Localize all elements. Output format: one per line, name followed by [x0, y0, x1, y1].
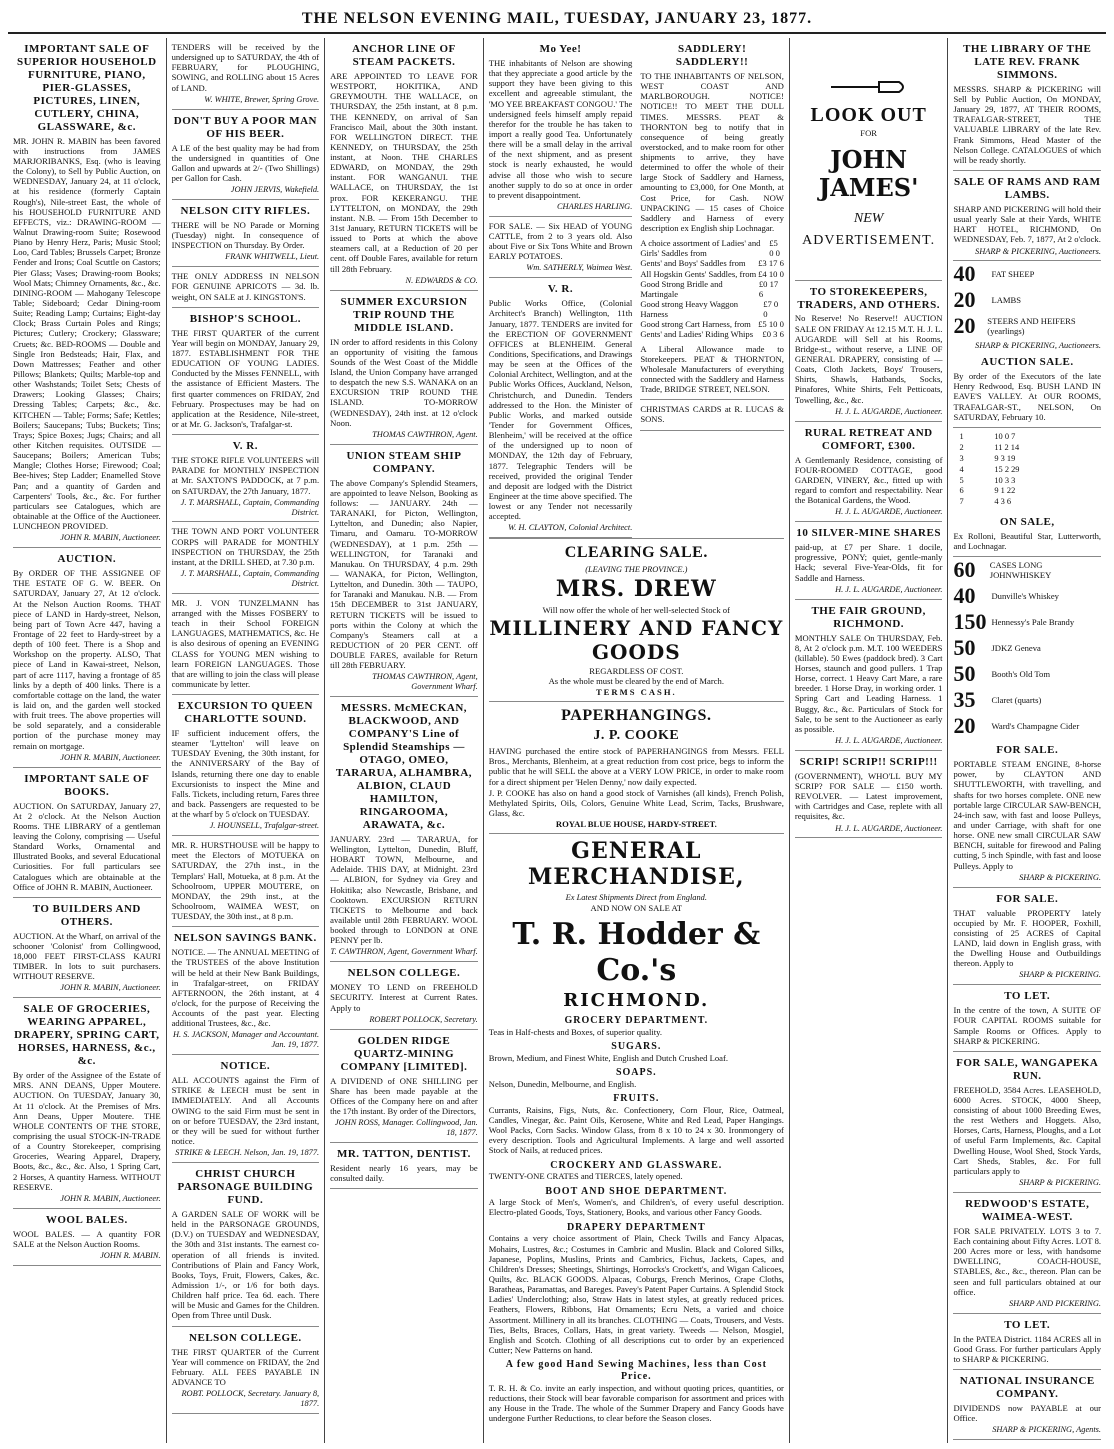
clearing-line: Will now offer the whole of her well-selected Stock of [542, 605, 730, 616]
column-6 [790, 38, 949, 1443]
ad-title: NOTICE. [220, 1060, 271, 1073]
quantity-label: JDKZ Geneva [991, 643, 1041, 654]
quantity-row [953, 661, 1101, 687]
clearing-sub: (LEAVING THE PROVINCE.) [585, 565, 688, 575]
general-town: RICHMOND. [563, 990, 710, 1012]
advertisement [172, 836, 320, 927]
ad-body: FOR SALE. — Six HEAD of YOUNG CATTLE, from 2 to 3 years old. Also about Five or Six Tons White and Brown EARLY POTATOES. [488, 220, 633, 262]
advertisement [489, 278, 633, 538]
ad-signature: JOHN ROSS, Manager. Collingwood, Jan. 18, 1877. [334, 1118, 478, 1137]
ad-body: By order of the Executors of the late Henry Redwood, Esq. BUSH LAND IN EAVE'S VALLEY. At OUR ROOMS, TRAFALGAR-ST., NELSON, On SATURDAY, February 10. [953, 371, 1102, 422]
ad-signature: J. T. MARSHALL, Captain, Commanding District. [180, 497, 320, 517]
lot-area: 11 2 14 [994, 442, 1020, 452]
lot-table [959, 432, 1095, 507]
advertisement [13, 38, 161, 548]
ad-title: TO STOREKEEPERS, TRADERS, AND OTHERS. [797, 285, 940, 311]
column-3 [325, 38, 484, 1443]
ad-body: The above Company's Splendid Steamers, are appointed to leave Nelson, Booking as follows: — JANUARY. 24th — TARANAKI, for Picton, Wellington, Lyttelton, and Dunedin; also Napier, Timaru, and Oamaru. TO-MORROW (WEDNESDAY), at 1 p.m. 25th — WELLINGTON, for Taranaki and Manukau. On THURSDAY, 4 p.m. 29th — WANAKA, for Picton, Wellington, Lyttelton, and Dunedin. 30th — TAUPO, for Taranaki and Manukau. N.B. — From 15th DECEMBER to 31st JANUARY, RETURN TICKETS will be issued to ports within the Colony at which the Company's Steamers call at a REDUCTION of 20 PER CENT. off DOUBLE FARES, available for Return till 28th FEBRUARY. [330, 477, 478, 671]
quantity-label: LAMBS [991, 295, 1022, 306]
price-item: All Hogskin Gents' Saddles, from [640, 268, 757, 279]
clearing-note: As the whole must be cleared by the end of March. [548, 676, 724, 687]
ad-signature: J. HOUNSELL, Trafalgar-street. [209, 821, 320, 831]
price-item: A choice assortment of Ladies' and Girls' Saddles from [640, 238, 761, 259]
general-title: GENERAL MERCHANDISE, [528, 838, 745, 891]
ad-title: AUCTION. [57, 553, 117, 566]
lot-number: 4 [959, 464, 964, 474]
ad-title: FOR SALE. [996, 744, 1059, 757]
ad-signature: JOHN R. MABIN, Auctioneer. [60, 1193, 161, 1203]
quantity-row [953, 287, 1101, 313]
ad-title: UNION STEAM SHIP COMPANY. [346, 449, 462, 475]
ad-signature: Wm. SATHERLY, Waimea West. [526, 263, 633, 273]
paperhangings-address: ROYAL BLUE HOUSE, HARDY-STREET. [555, 819, 717, 830]
saddlery-price-list [640, 238, 784, 339]
advertisement [795, 522, 943, 599]
price-value: £4 10 0 [758, 268, 784, 279]
ad-title: SALE OF RAMS AND RAM LAMBS. [953, 176, 1101, 201]
lot-area: 10 0 7 [994, 431, 1016, 441]
lot-number: 2 [959, 442, 964, 452]
ad-title: REDWOOD'S ESTATE, WAIMEA-WEST. [965, 1197, 1090, 1223]
ad-signature: H. J. L. AUGARDE, Auctioneer. [835, 584, 943, 594]
ad-signature: SHARP & PICKERING. [1019, 970, 1102, 980]
ad-title: EXCURSION TO QUEEN CHARLOTTE SOUND. [177, 700, 313, 726]
ad-signature: H. S. JACKSON, Manager and Accountant. Jan. 19, 1877. [172, 1030, 320, 1050]
advertisement [640, 38, 784, 238]
department-text: Teas in Half-chests and Boxes, of superior quality. [488, 1027, 663, 1038]
rams-list [953, 261, 1101, 339]
lot-area: 10 3 3 [994, 475, 1016, 485]
ad-body: TO THE INHABITANTS OF NELSON, WEST COAST AND MARLBOROUGH. NOTICE! NOTICE!! TO MEET THE DULL TIMES. MESSRS. PEAT & THORNTON beg to notify that in consequence of being greatly overstocked, and to make room for other shipments to arrive, they have determined to offer the whole of their large Stock of Saddlery and Harness, amounting to £3,000, for One Month, at Cost Price, for Cash. NOW UNPACKING — 15 cases of Choice Saddlery and Harness of every description ex English ship Lochnagar. [640, 70, 784, 234]
paperhangings-body2: J. P. COOKE has also on hand a good stock of Varnishes (all kinds), French Polish, Methylated Spirits, Oils, Colors, Genuine White Lead, Scrim, Tacks, Brushware, Glass, &c. [488, 787, 784, 818]
clearing-title: CLEARING SALE. [564, 544, 708, 562]
ad-body: THERE will be NO Parade or Morning (Tuesday) night. In consequence of INSPECTION on Thursday. By Order. [171, 219, 320, 251]
ad-body: AUCTION. On SATURDAY, January 27, At 2 o'clock. At the Nelson Auction Rooms. THE LIBRARY of a gentleman leaving the Colony, comprising — Useful Standard Works, Ornamental and Illustrated Books, and several Educational Curiosities. For full particulars see Catalogues which are obtainable at the Office of JOHN R. MABIN, Auctioneer. [13, 800, 161, 892]
ad-body: Ex Rolloni, Beautiful Star, Lutterworth, and Lochnagar. [953, 531, 1102, 552]
paperhangings-name: J. P. COOKE [593, 727, 680, 743]
ad-body: MR. JOHN R. MABIN has been favored with instructions from JAMES MARJORIBANKS, Esq. (who is leaving the Colony), to Sell by Public Auction, on WEDNESDAY, January 24, at 11 o'clock, at his residence (formerly Captain Rough's), Nile-street East, the whole of his HOUSEHOLD FURNITURE AND EFFECTS, viz.: DRAWING-ROOM — Walnut Drawing-room Suite; Rosewood Piano by Henry Herz, Paris; Music Stool; Loo, Card Tables; Brussels Carpet; Bronze Fender and Irons; Coal Scuttle on Castors; Pier Glass; Vases; Drawing-room Books; Wool Mats; Chimney Ornaments, &c., &c. DINING-ROOM — Mahogany Telescope Table; Sideboard; Cedar Dining-room Suite; Reading Lamp; Curtains; Eight-day Clock; Brass Curtain Poles and Rings; Pictures; Cutlery; Crockery; Glassware; Cruets; &c. BED-ROOMS — Double and Single Iron Bedsteads; Hair, Flax, and Down Mattresses; Feather and other Pillows; Blankets; Quilts; Marble-top and other Washstands; Toilet Sets; Chests of Drawers; Looking Glasses; Chairs; Dressing Tables; Carpets; &c., &c. KITCHEN — Table; Forms; Safe; Kettles; Boilers; Saucepans; Tubs; Buckets; Tins; Trays; Spice Boxes; Jugs; Chairs; and all other Kitchen requisites. OUTSIDE — Saucepans; Boilers; American Tubs; Mangle; Clothes Horse; Firewood; Coal; Bee-hives; Step Ladder; Enamelled Stove Pan; and a quantity of Garden and Carpenters' Tools, &c., &c. For further particulars see Catalogues, which are obtainable at the Office of the Auctioneer. LUNCHEON PROVIDED. [13, 135, 161, 532]
department-name: CROCKERY AND GLASSWARE. [550, 1159, 723, 1171]
advertisement [172, 522, 320, 593]
ad-signature: H. J. L. AUGARDE, Auctioneer. [835, 735, 943, 745]
ad-body: THE FIRST QUARTER of the Current Year will commence on FRIDAY, the 2nd February. ALL FEES PAYABLE IN ADVANCE TO [171, 1346, 320, 1387]
advertisement [489, 38, 633, 217]
ad-body: THE TOWN AND PORT VOLUNTEER CORPS will PARADE for MONTHLY INSPECTION on THURSDAY, the 25th instant, at the DRILL SHED, at 7.30 p.m. [171, 526, 320, 567]
advertisement [13, 898, 161, 999]
ad-title: DON'T BUY A POOR MAN OF HIS BEER. [173, 114, 317, 140]
department-name: BOOT AND SHOE DEPARTMENT. [545, 1185, 728, 1197]
price-row [640, 258, 784, 268]
quantity-row [953, 583, 1101, 609]
lot-number: 1 [959, 431, 964, 441]
ad-signature: ROBT. POLLOCK, Secretary. January 8, 1877. [181, 1389, 320, 1408]
price-row [640, 329, 784, 339]
general-sub: Ex Latest Shipments Direct from England. [565, 893, 707, 903]
ad-body: paid-up, at £7 per Share. 1 docile, progressive, PONY; quiet, gentle-manly Hack; several Five-Year-Olds, fit for Saddle and Harness. [794, 542, 943, 583]
quantity-row [953, 557, 1101, 583]
price-value: £3 17 6 [758, 258, 784, 269]
clearing-goods: MILLINERY AND FANCY GOODS [489, 616, 784, 664]
column-4-5 [484, 38, 790, 1443]
clearing-terms: TERMS CASH. [595, 686, 677, 697]
advertisement [172, 695, 320, 836]
advertisement [172, 267, 320, 307]
lot-area: 9 1 22 [994, 486, 1016, 496]
lookout-adv: ADVERTISEMENT. [802, 233, 936, 249]
advertisement [953, 1193, 1101, 1314]
column-7 [948, 38, 1106, 1443]
lookout-new: NEW [853, 210, 884, 226]
quantity-label: Booth's Old Tom [991, 669, 1051, 680]
ad-title: RURAL RETREAT AND COMFORT, £300. [804, 426, 933, 452]
ad-body: THE ONLY ADDRESS IN NELSON FOR GENUINE APRICOTS — 3d. lb. weight, ON SALE at J. KINGSTON'S. [171, 271, 320, 302]
quantity-number: 20 [953, 313, 976, 339]
advertisement [640, 340, 784, 401]
ad-body: MESSRS. SHARP & PICKERING will Sell by Public Auction, On MONDAY, January 29, 1877, AT THEIR ROOMS, TRAFALGAR-STREET, THE VALUABLE LIBRARY of the late Rev. Frank Simmons, Head Master of the Nelson College. CATALOGUES of which will be ready shortly. [953, 83, 1102, 165]
quantity-label: Dunville's Whiskey [991, 591, 1059, 602]
ad-body: THAT valuable PROPERTY lately occupied by Mr. F. HOOPER, Foxhill, consisting of 25 ACRES of Capital LAND, laid down in English grass, with the Dwelling House and Outbuildings thereon. Apply to [953, 907, 1102, 969]
department-text: Currants, Raisins, Figs, Nuts, &c. Confectionery, Corn Flour, Rice, Oatmeal, Candles, Vinegar, &c. Paint Oils, Kerosene, White and Red Lead, Paper Hangings. Wool Packs, Corn Sacks. Window Glass, from 8 x 10 to 24 x 30. Ironmongery of every description. Tools and Agricultural Implements. A large and well assorted Stock of Nails, at reduced prices. [488, 1104, 784, 1156]
ad-signature: H. J. L. AUGARDE, Auctioneer. [835, 823, 943, 833]
advertisement [795, 422, 943, 523]
ad-title: SADDLERY! SADDLERY!! [675, 43, 749, 68]
general-firm: T. R. Hodder & Co.'s [512, 917, 761, 988]
lot-area: 15 2 29 [994, 464, 1020, 474]
department-text: Brown, Medium, and Finest White, English and Dutch Crushed Loaf. [488, 1052, 728, 1063]
ad-title: BISHOP'S SCHOOL. [189, 312, 302, 325]
quantity-label: Hennessy's Pale Brandy [991, 617, 1075, 628]
price-row [640, 269, 784, 279]
quantity-number: 60 [953, 557, 976, 583]
ad-signature: SHARP & PICKERING, Auctioneers. [975, 246, 1102, 256]
lot-number: 7 [959, 497, 964, 507]
ad-signature: H. J. L. AUGARDE, Auctioneer. [835, 507, 943, 517]
advertisement [13, 548, 161, 767]
ad-title: GOLDEN RIDGE QUARTZ-MINING COMPANY [LIMITED]. [340, 1034, 468, 1073]
rams-signature: SHARP & PICKERING, Auctioneers. [975, 341, 1102, 351]
quantity-number: 40 [953, 583, 976, 609]
ad-title: TO LET. [1004, 990, 1051, 1003]
quantity-label: FAT SHEEP [991, 269, 1035, 280]
quantity-number: 50 [953, 661, 976, 687]
ad-body: THE STOKE RIFLE VOLUNTEERS will PARADE for MONTHLY INSPECTION at Mr. SAXTON'S PADDOCK, at 7 p.m. on SATURDAY, the 27th January, 1877. [171, 455, 320, 496]
ad-body: In the centre of the town, A SUITE OF FOUR CAPITAL ROOMS suitable for Sample Rooms or Offices. Apply to SHARP & PICKERING. [953, 1005, 1102, 1046]
advertisement [953, 351, 1101, 428]
department-text: Nelson, Dunedin, Melbourne, and English. [488, 1078, 637, 1089]
quantity-row [953, 261, 1101, 287]
price-item: Good Strong Bridle and Martingale [640, 278, 723, 299]
advertisement [795, 600, 943, 751]
quantity-number: 20 [953, 713, 976, 739]
advertisement [330, 1030, 478, 1143]
ad-title: TO LET. [1004, 1318, 1051, 1331]
price-value: £5 10 0 [758, 319, 784, 330]
advertisement [172, 435, 320, 522]
lot-area: 9 3 19 [994, 453, 1016, 463]
price-item: Good strong Heavy Waggon Harness [640, 299, 739, 320]
ad-body: JANUARY. 23rd — TARARUA, for Wellington, Lyttelton, Dunedin, Bluff, HOBART TOWN, Melbourne, and Adelaide. THIS DAY, at Midnight. 23rd — ALBION, for Sydney via Grey and Hokitika; also Newcastle, Brisbane, and Cooktown. EXCURSION RETURN TICKETS to Melbourne and back available until 28th FEBRUARY. WOOL booked through to LONDON at ONE PENNY per lb. [330, 833, 478, 946]
ad-signature: STRIKE & LEECH. Nelson, Jan. 19, 1877. [175, 1148, 320, 1158]
quantity-label: Ward's Champagne Cider [991, 721, 1080, 732]
price-value: £7 0 0 [763, 299, 779, 320]
advertisement [172, 1055, 320, 1163]
ad-signature: SHARP & PICKERING, Agents. [992, 1425, 1102, 1435]
column-1 [8, 38, 167, 1443]
paperhangings-ad [489, 702, 784, 835]
quantity-number: 150 [953, 609, 987, 635]
column-4-top [489, 38, 633, 538]
ad-title: MR. TATTON, DENTIST. [336, 1147, 471, 1160]
lot-number: 5 [959, 475, 964, 485]
ad-title: AUCTION SALE. [980, 356, 1074, 369]
ad-body: Resident nearly 16 years, may be consulted daily. [330, 1162, 478, 1183]
ad-body: By order of the Assignee of the Estate of MRS. ANN DEANS, Upper Moutere. AUCTION. On TUESDAY, January 30, At 11 o'clock. At the Premises of Mrs. Ann Deans, Upper Moutere. THE WHOLE CONTENTS OF THE STORE, comprising the usual STOCK-IN-TRADE of a Country Storekeeper, comprising Groceries, Wearing Apparel, Drapery, Boots, &c., &c., &c. Also, 1 Spring Cart, 2 Horses, A quantity Harness. WITHOUT RESERVE. [13, 1070, 161, 1192]
ad-title: THE LIBRARY OF THE LATE REV. FRANK SIMMONS. [963, 43, 1092, 81]
department-text: A large Stock of Men's, Women's, and Children's, of every useful description. Electro-plated Goods, Toys, Stationery, Books, and various other Fancy Goods. [488, 1197, 784, 1218]
advertisement [172, 594, 320, 695]
advertisement [953, 985, 1101, 1052]
general-merchandise-ad [489, 834, 784, 1427]
price-row [640, 238, 784, 258]
ad-body: THE FIRST QUARTER of the current Year will begin on MONDAY, January 29, 1877. ESTABLISHMENT FOR THE EDUCATION OF YOUNG LADIES. Conducted by the Misses FENNELL, with the assistance of Efficient Masters. The first quarter commences on FRIDAY, 2nd February. Prospectuses may be had on application at the Residence, Nile-street, or at Mr. G. Jackson's, Trafalgar-st. [171, 327, 320, 429]
paperhangings-title: PAPERHANGINGS. [561, 706, 712, 724]
ad-title: ANCHOR LINE OF STEAM PACKETS. [352, 43, 456, 68]
department-text: T. R. H. & Co. invite an early inspection, and without quoting prices, quantities, or reductions, their Stock will bear favorable comparison for assortment and prices with any House in the Trade. The whole of the Summer Drapery and Fancy Goods have undergone Further Reductions, to clear before the Season closes. [488, 1382, 784, 1424]
ad-signature: SHARP & PICKERING. [1019, 872, 1102, 882]
advertisement [172, 1327, 320, 1414]
advertisement [795, 281, 943, 422]
price-value: £0 3 6 [762, 329, 784, 340]
price-item: Good strong Cart Harness, from [640, 319, 751, 330]
price-value: £0 17 6 [758, 278, 779, 299]
advertisement [953, 38, 1101, 171]
advertisement [953, 1314, 1101, 1370]
ad-title: 10 SILVER-MINE SHARES [796, 527, 941, 540]
department-name: DRAPERY DEPARTMENT [566, 1221, 706, 1233]
spirits-list [953, 557, 1101, 739]
advertisement [330, 962, 478, 1029]
quantity-row [953, 609, 1101, 635]
ad-title: IMPORTANT SALE OF SUPERIOR HOUSEHOLD FURNITURE, PIANO, PIER-GLASSES, PICTURES, LINEN, CUTLERY, CHINA, GLASSWARE, &c. [17, 43, 157, 133]
ad-title: Mo Yee! [539, 43, 582, 55]
lot-area: 4 3 6 [994, 497, 1012, 507]
ad-signature: JOHN R. MABIN, Auctioneer. [60, 533, 161, 543]
ad-body: A LE of the best quality may be had from the undersigned in quantities of One Gallon and upwards at 2/- (Two Shillings) per Gallon for Cash. [171, 142, 320, 183]
advertisement [330, 38, 478, 291]
department-name: FRUITS. [613, 1093, 660, 1105]
quantity-row [953, 713, 1101, 739]
ad-title: ON SALE, [999, 516, 1055, 529]
advertisement [172, 110, 320, 200]
ad-signature: THOMAS CAWTHRON, Agent, Government Wharf. [372, 672, 478, 692]
advertisement [13, 1209, 161, 1266]
ad-signature: CHARLES HARLING. [556, 201, 633, 211]
column-5-top [640, 38, 784, 538]
ad-signature: JOHN R. MABIN. [100, 1251, 161, 1261]
ad-body: NOTICE. — The ANNUAL MEETING of the TRUSTEES of the above Institution will be held at their New Bank Buildings, in Trafalgar-street, on FRIDAY AFTERNOON, the 26th instant, at 4 o'clock, for the purpose of Receiving the Accounts of the past year. Electing additional Trustees, &c., &c. [171, 947, 320, 1029]
top-split [489, 38, 784, 538]
ad-title: CHRIST CHURCH PARSONAGE BUILDING FUND. [177, 1168, 314, 1207]
advertisement [953, 511, 1101, 557]
quantity-number: 40 [953, 261, 976, 287]
advertisement [640, 400, 784, 430]
ad-signature: THOMAS CAWTHRON, Agent. [372, 429, 478, 439]
advertisement [953, 171, 1101, 261]
ad-body: WOOL BALES. — A quantity FOR SALE at the Nelson Auction Rooms. [13, 1228, 161, 1249]
ad-body: THE inhabitants of Nelson are showing that they appreciate a good article by the support they have been giving to this excellent and agreeable stimulant, the 'MO YEE BREAKFAST CONGOU.' The undersigned feels himself amply repaid therefor for the trouble he has taken to import a really good Tea. Unfortunately there will be a small delay in the arrival of the next shipment, and as present stock is nearly exhausted, he would advise all those who wish to secure another supply to do so at once in order to prevent disappointment. [488, 57, 633, 200]
ad-body: IF sufficient inducement offers, the steamer 'Lyttelton' will leave on TUESDAY Evening, the 30th instant, for the ANNIVERSARY of the Bay of Islands, returning there one day to enable Excursionists to inspect the Mine and Falls. Tickets, including return, Fares three and back. Passengers are requested to be at the wharf by 5 o'clock on TUESDAY. [171, 728, 320, 820]
masthead: THE NELSON EVENING MAIL, TUESDAY, JANUARY 23, 1877. [8, 6, 1106, 34]
department-name: GROCERY DEPARTMENT. [564, 1015, 709, 1027]
ad-title: FOR SALE. [996, 892, 1059, 905]
ad-body: A GARDEN SALE OF WORK will be held in the PARSONAGE GROUNDS, (D.V.) on TUESDAY and WEDNESDAY, the 30th and 31st instants. The earnest co-operation of all friends is invited. Contributions of Plain and Fancy Work, Books, Toys, Fruit, Flowers, Cakes, &c. Admission 1/-, or 1/6 for both days. Children half price. Tea 6d. each. There will be Music and Games for the Children. Open from Three until Dusk. [171, 1209, 320, 1321]
quantity-number: 20 [953, 287, 976, 313]
advertisement [330, 445, 478, 697]
department-text: Contains a very choice assortment of Plain, Check Twills and Fancy Alpacas, Mohairs, Lustres, &c.; Costumes in Cambric and Muslin. Black and Colored Silks, Japanese, Poplins, Muslins, Prints and Cambrics, Fichus, Jackets, Capes, and Children's Dresses; Sheetings, Shirtings, Horrocks's Crockett's, and Wigan Calicoes, Quilts, &c. BLACK GOODS. Alpacas, Coburgs, French Merinos, Crape Cloths, Baratheas, Paramattas, and Bareges. Pavey's Patent Paper Curtains. A Splendid Stock Ladies' Underclothing; also, Straw Hats in latest styles, at greatly reduced prices. Feathers, Flowers, Ribbons, Hat Ornaments; Ecru Nets, a varied and choice Assortment. Millinery in all its branches. CLOTHING — Coats, Trousers, and Vests. Ties, Belts, Braces, Collars, Hats, in great variety. Tweeds — Nelson, Mosgiel, English and Scotch. Clothing of all descriptions cut to order by an experienced Cutter; New Patterns on hand. [488, 1233, 784, 1355]
ad-title: NELSON SAVINGS BANK. [173, 932, 317, 945]
price-item: Gents' and Boys' Saddles from [640, 258, 746, 269]
department-name: SUGARS. [611, 1041, 662, 1053]
ad-body: A Gentlemanly Residence, consisting of FOUR-ROOMED COTTAGE, good GARDEN, VINERY, &c., fitted up with regard to comfort and respectability. Near the Botanical Gardens, the Wood. [794, 454, 943, 506]
ad-body: MONTHLY SALE On THURSDAY, Feb. 8, At 2 o'clock p.m. M.T. 100 WEEDERS (killable). 50 Ewes (paddock bred). 3 Cart Horses, staunch and good pullers. 1 Trap Horse, correct. 1 Heavy Cart Mare, a rare breeder. 1 Horse Dray, in working order. 1 Spring Cart and Leading Harness. 1 Buggy, &c., &c. Particulars of Stock for Sale, to be sent to the Auctioneer as early as possible. [794, 632, 943, 734]
quantity-number: 50 [953, 635, 976, 661]
lot-number: 6 [959, 486, 964, 496]
ad-signature: FRANK WHITWELL, Lieut. [225, 252, 320, 262]
advertisement [330, 1143, 478, 1189]
ad-title: NATIONAL INSURANCE COMPANY. [959, 1375, 1095, 1401]
ad-signature: JOHN R. MABIN, Auctioneer. [60, 983, 161, 993]
ad-body: FOR SALE PRIVATELY. LOTS 3 to 7. Each containing about Fifty Acres. LOT 8. 200 Acres more or less, with handsome DWELLING, COACH-HOUSE, STABLES, &c., &c., thereon. Plan can be seen and full particulars obtained at our office. [953, 1225, 1102, 1297]
column-2 [167, 38, 326, 1443]
ad-title: V. R. [232, 440, 258, 453]
ad-signature: JOHN R. MABIN, Auctioneer. [60, 752, 161, 762]
ad-title: SALE OF GROCERIES, WEARING APPAREL, DRAPERY, SPRING CART, HORSES, HARNESS, &c., &c. [14, 1003, 160, 1068]
ad-signature: SHARP & PICKERING. [1019, 1178, 1102, 1188]
ad-title: NELSON COLLEGE. [347, 967, 461, 980]
ad-title: NELSON COLLEGE. [189, 1331, 302, 1344]
ad-signature: J. T. MARSHALL, Captain, Commanding District. [180, 569, 320, 588]
advertisement [13, 998, 161, 1208]
ad-body: A DIVIDEND of ONE SHILLING per Share has been made payable at the Offices of the Company here on and after the 17th instant. By order of the Directors, [330, 1075, 478, 1116]
ad-body: AUCTION. At the Wharf, on arrival of the schooner 'Colonist' from Collingwood, 18,000 FEET FIRST-CLASS KAURI TIMBER. In lots to suit purchasers. WITHOUT RESERVE. [13, 930, 161, 982]
advertisement [953, 888, 1101, 986]
quantity-label: CASES LONG JOHNWHISKEY [989, 560, 1052, 581]
ad-title: MESSRS. McMECKAN, BLACKWOOD, AND COMPANY'S Line of Splendid Steamships — OTAGO, OMEO, TARARUA, ALHAMBRA, ALBION, CLAUD HAMILTON, RINGAROOMA, ARAWATA, &c. [335, 702, 473, 831]
advertisement [172, 927, 320, 1055]
ad-body: FREEHOLD, 3584 Acres. LEASEHOLD, 6000 Acres. STOCK, 4000 Sheep, consisting of about 1000 Breeding Ewes, the rest Wethers and Hoggets. Also, Horses, Carts, Harness, Ploughs, and a Lot of useful Farm Implements, &c. Capital Dwelling House, Wool Shed, Stock Yards, Cart Sheds, Stables, &c. For full particulars apply to [953, 1084, 1102, 1176]
ad-title: THE FAIR GROUND, RICHMOND. [811, 604, 926, 630]
ad-title: TO BUILDERS AND OTHERS. [32, 902, 141, 928]
quantity-number: 35 [953, 687, 976, 713]
ad-body: (GOVERNMENT), WHO'LL BUY MY SCRIP? FOR SALE — £150 worth. REVOLVER. — Latest improvement, with Cartridges and Case, replete with all requisites, &c. [794, 770, 943, 822]
clearing-name: MRS. DREW [555, 576, 717, 603]
department-name: SOAPS. [615, 1067, 657, 1079]
lookout-title: LOOK OUT [810, 104, 927, 127]
department-name: A few good Hand Sewing Machines, less than Cost Price. [505, 1359, 767, 1382]
hand-icon [795, 78, 943, 98]
advertisement [330, 697, 478, 962]
ad-body: MR. J. VON TUNZELMANN has arranged with the Misses FOSBERY to teach in their School FOREIGN LANGUAGES, MATHEMATICS, &c. He is also desirous of opening an EVENING CLASS for YOUNG MEN wishing to learn FOREIGN LANGUAGES. Those that are willing to join the class will please communicate by letter. [171, 597, 320, 689]
advertisement [330, 291, 478, 445]
general-now: AND NOW ON SALE AT [590, 903, 683, 914]
advertisement [953, 1370, 1101, 1440]
advertisement [172, 1163, 320, 1326]
ad-body: MR. R. HURSTHOUSE will be happy to meet the Electors of MOTUEKA on SATURDAY, the 27th inst., in the Templars' Hall, Motueka, at 8 p.m. At the Schoolroom, UPPER MOUTERE, on MONDAY, the 29th inst., at the Schoolroom, WAIMEA WEST, on TUESDAY, the 30th inst., at 8 p.m. [171, 840, 320, 922]
paperhangings-body: HAVING purchased the entire stock of PAPERHANGINGS from Messrs. FELL Bros., Merchants, Blenheim, at a great reduction from cost price, begs to inform the public that he will SELL the above at a VERY LOW PRICE, in order to make room for a direct shipment per 'Helen Denny,' now daily expected. [488, 746, 784, 787]
advertisement [13, 768, 161, 898]
ad-body: Public Works Office, (Colonial Architect's Branch) Wellington, 11th January, 1877. TENDERS are invited for the ERECTION OF GOVERNMENT OFFICES at BLENHEIM. General Conditions, Specifications, and Drawings may be seen at the Offices of the Colonial Architect, Wellington, and at the Public Works Offices, Auckland, Nelson, Christchurch, and Dunedin. Tenders addressed to the Hon. the Minister of Public Works, and marked outside 'Tender for Government Offices, Blenheim,' will be received at the office of the undersigned up to noon of MONDAY, the 12th day of February, 1877. Telegraphic Tenders will be received, provided the original Tender and deposit are lodged with the District Engineer at the time above specified. The lowest or any Tender not necessarily accepted. [488, 298, 633, 522]
department-text: TWENTY-ONE CRATES and TIERCES, lately opened. [488, 1171, 683, 1182]
advertisement [953, 1052, 1101, 1193]
ad-signature: W. WHITE, Brewer, Spring Grove. [204, 94, 320, 104]
price-row [640, 279, 784, 299]
quantity-row [953, 687, 1101, 713]
ad-body: SHARP AND PICKERING will hold their usual yearly Sale at their Yards, WHITE HART HOTEL, RICHMOND, On WEDNESDAY, Feb. 7, 1877, At 2 o'clock. [953, 203, 1102, 245]
ad-body: No Reserve! No Reserve!! AUCTION SALE ON FRIDAY At 12.15 M.T. H. J. L. AUGARDE will Sell at his Rooms, Bridge-st., without reserve, a LINE OF GENERAL DRAPERY, consisting of — Coats, Cloth Jackets, Boys' Trousers, Shirts, Shawls, Hatbands, Socks, Pinafores, White Shirts, Felt Petticoats, Towelling, &c., &c. [794, 313, 943, 405]
ad-body: PORTABLE STEAM ENGINE, 8-horse power, by CLAYTON AND SHUTTLEWORTH, with travelling, and shafts for two horses complete. ONE new portable large CIRCULAR SAW-BENCH, 24-inch saw, with fast and loose Pulleys, and under Carriage, with shaft for one horse. ONE new small CIRCULAR SAW BENCH, suitable for firewood and Paling cutting, 5 inch Spindle, with fast and loose Pulleys. Apply to [953, 759, 1102, 871]
ad-title: IMPORTANT SALE OF BOOKS. [24, 772, 150, 798]
ad-body: MONEY TO LEND on FREEHOLD SECURITY. Interest at Current Rates. Apply to [330, 982, 478, 1013]
clearing-regardless: REGARDLESS OF COST. [589, 666, 684, 677]
ad-signature: W. H. CLAYTON, Colonial Architect. [508, 523, 633, 533]
quantity-label: Claret (quarts) [991, 695, 1042, 706]
ad-body: By ORDER OF THE ASSIGNEE OF THE ESTATE OF G. W. BEER. On SATURDAY, January 27, At 12 o'clock. At the Nelson Auction Rooms. THAT piece of LAND in Hardy-street, Nelson, being part of Town Acre 447, having a Frontage of 22 feet to Hardy-street by a depth of 100 feet. There is a Shop and Workshop on the property. ALSO, That piece of Land in Kawai-street, Nelson, part of acre 1117, having a frontage of 85 links by a depth of 400 links. There is a comfortable cottage on the land, the water is laid on, and the garden well stocked with fruit trees. The above properties will be sold separately, and a considerable portion of the purchase money may remain on mortgage. [13, 568, 161, 751]
lookout-for: FOR [860, 127, 878, 138]
quantity-row [953, 313, 1101, 339]
ad-body: A Liberal Allowance made to Storekeepers. PEAT & THORNTON, Wholesale Manufacturers of everything connected with the Saddlery and Harness Trade, BRIDGE STREET, NELSON. [640, 343, 784, 395]
ad-signature: N. EDWARDS & CO. [405, 275, 478, 285]
advertisement [172, 38, 320, 110]
price-item: Gents' and Ladies' Riding Whips [640, 329, 754, 340]
ad-title: SCRIP! SCRIP!! SCRIP!!! [799, 755, 938, 768]
quantity-label: STEERS AND HEIFERS (yearlings) [987, 316, 1076, 337]
price-row [640, 319, 784, 329]
advertisement [489, 217, 633, 278]
clearing-sale-ad [489, 538, 784, 701]
ad-body: ARE APPOINTED TO LEAVE FOR WESTPORT, HOKITIKA, AND GREYMOUTH. THE WALLACE, on THURSDAY, the 25th instant, at 8 p.m. THE KENNEDY, on arrival of San Francisco Mail, about the 30th instant. FOR WELLINGTON DIRECT. THE KENNEDY, on THURSDAY, the 25th instant, at Noon. THE CHARLES EDWARD, on MONDAY, the 29th instant. FOR WANGANUI. THE WALLACE, on THURSDAY, the 1st prox. FOR KEKERANGU. THE LYTTELTON, on MONDAY, the 29th instant. N.B. — From 15th December to 31st January, RETURN TICKETS will be issued to Ports at which the above steamers call, at a Reduction of 20 per cent. off Double Fares, available for return till 28th February. [330, 70, 478, 274]
ad-title: FOR SALE, WANGAPEKA RUN. [956, 1056, 1099, 1082]
ad-signature: H. J. L. AUGARDE, Auctioneer. [835, 406, 943, 416]
ad-title: NELSON CITY RIFLES. [180, 205, 311, 218]
ad-title: V. R. [547, 283, 574, 296]
ad-body: CHRISTMAS CARDS at R. LUCAS & SONS. [640, 404, 784, 425]
advertisement [795, 751, 943, 839]
lot-number: 3 [959, 453, 964, 463]
quantity-row [953, 635, 1101, 661]
ad-title: WOOL BALES. [45, 1213, 128, 1226]
advertisement [172, 200, 320, 267]
ad-body: TENDERS will be received by the undersigned up to SATURDAY, the 4th of FEBRUARY, for PLOUGHING, SOWING, and ROLLING about 15 Acres of LAND. [171, 42, 320, 93]
ad-signature: T. CAWTHRON, Agent, Government Wharf. [330, 947, 478, 957]
ad-signature: JOHN JERVIS, Wakefield. [230, 185, 320, 195]
department-list [489, 1015, 784, 1423]
ad-body: DIVIDENDS now PAYABLE at our Office. [953, 1403, 1102, 1424]
lookout-name: JOHN JAMES' [818, 144, 919, 203]
ad-signature: ROBERT POLLOCK, Secretary. [369, 1014, 478, 1024]
price-row [640, 299, 784, 319]
ad-title: SUMMER EXCURSION TRIP ROUND THE MIDDLE ISLAND. [340, 295, 468, 334]
lookout-ad [795, 38, 943, 281]
ad-body: In the PATEA District. 1184 ACRES all in Good Grass. For further particulars Apply to SHARP & PICKERING. [953, 1333, 1102, 1364]
ad-signature: SHARP AND PICKERING. [1008, 1298, 1102, 1308]
advertisement [172, 308, 320, 435]
price-value: £5 0 0 [769, 238, 780, 259]
advertisement [953, 739, 1101, 887]
ad-body: ALL ACCOUNTS against the Firm of STRIKE & LEECH must be sent in IMMEDIATELY. And all Accounts OWING to the said Firm must be sent in on or before TUESDAY, the 23rd instant, or they will be sued for without further notice. [171, 1075, 320, 1147]
ad-body: IN order to afford residents in this Colony an opportunity of visiting the famous Sounds of the West Coast of the Middle Island, the Union Company have arranged to despatch the new S.S. WANAKA on an EXCURSION TRIP ROUND THE ISLAND. TO-MORROW (WEDNESDAY), 24th inst. at 12 o'clock Noon. [330, 336, 478, 428]
